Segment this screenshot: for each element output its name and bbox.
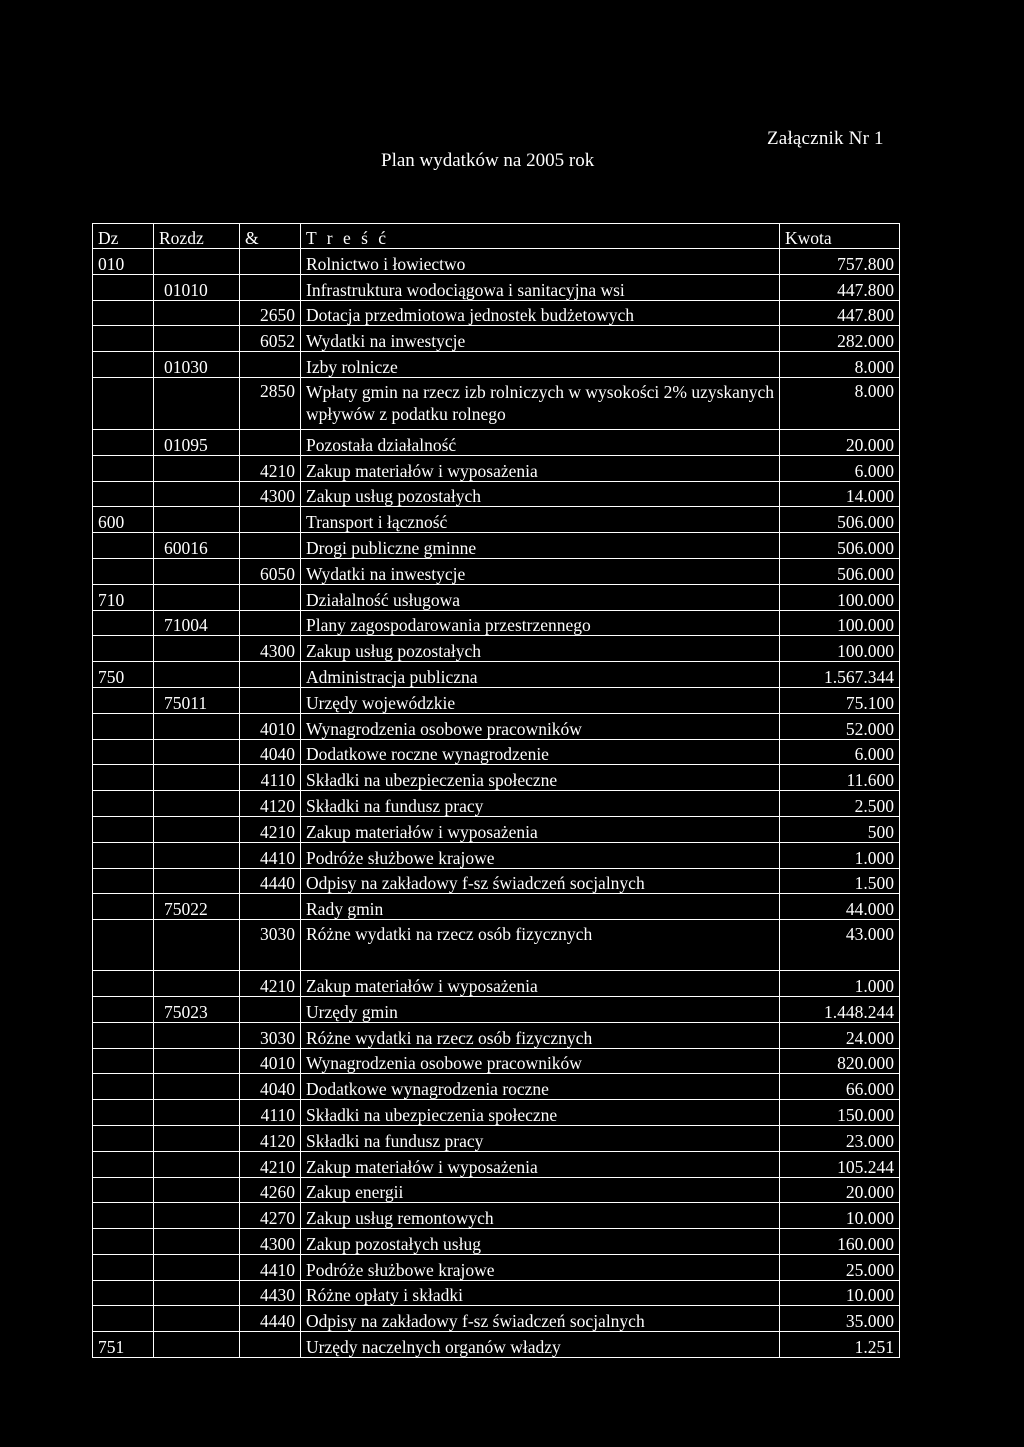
- cell-tresc: Wynagrodzenia osobowe pracowników: [301, 1048, 780, 1074]
- cell-kwota: 52.000: [780, 713, 900, 739]
- cell-tresc: Izby rolnicze: [301, 352, 780, 378]
- table-row: [93, 687, 900, 713]
- cell-paragraf: [240, 274, 301, 300]
- cell-dz: [93, 791, 154, 817]
- table-row: [93, 713, 900, 739]
- cell-paragraf: 4210: [240, 816, 301, 842]
- cell-rozdz: [154, 249, 240, 275]
- cell-paragraf: 4270: [240, 1203, 301, 1229]
- cell-kwota: 757.800: [780, 249, 900, 275]
- cell-paragraf: [240, 1332, 301, 1358]
- cell-dz: 600: [93, 507, 154, 533]
- cell-dz: 750: [93, 662, 154, 688]
- cell-dz: [93, 1280, 154, 1306]
- cell-tresc: Różne wydatki na rzecz osób fizycznych: [301, 1022, 780, 1048]
- cell-rozdz: [154, 455, 240, 481]
- cell-kwota: 100.000: [780, 584, 900, 610]
- cell-tresc: Dodatkowe wynagrodzenia roczne: [301, 1074, 780, 1100]
- cell-rozdz: 75011: [154, 687, 240, 713]
- cell-kwota: 100.000: [780, 636, 900, 662]
- table-row: [93, 326, 900, 352]
- cell-kwota: 1.000: [780, 971, 900, 997]
- cell-rozdz: [154, 1100, 240, 1126]
- cell-paragraf: 4300: [240, 481, 301, 507]
- cell-rozdz: [154, 1151, 240, 1177]
- cell-dz: [93, 687, 154, 713]
- header-dz: Dz: [93, 224, 154, 249]
- cell-kwota: 6.000: [780, 455, 900, 481]
- cell-dz: [93, 377, 154, 429]
- table-row: [93, 1306, 900, 1332]
- cell-paragraf: 3030: [240, 1022, 301, 1048]
- cell-dz: [93, 1048, 154, 1074]
- table-row: [93, 1125, 900, 1151]
- cell-paragraf: [240, 894, 301, 920]
- table-row: [93, 610, 900, 636]
- cell-paragraf: 4040: [240, 1074, 301, 1100]
- table-row: [93, 481, 900, 507]
- cell-tresc: Urzędy gmin: [301, 996, 780, 1022]
- cell-rozdz: 75023: [154, 996, 240, 1022]
- table-row: [93, 1074, 900, 1100]
- header-paragraf: &: [240, 224, 301, 249]
- cell-tresc: Zakup usług remontowych: [301, 1203, 780, 1229]
- cell-dz: [93, 739, 154, 765]
- table-row: [93, 636, 900, 662]
- table-row: [93, 455, 900, 481]
- cell-dz: [93, 610, 154, 636]
- cell-tresc: Zakup materiałów i wyposażenia: [301, 1151, 780, 1177]
- cell-rozdz: [154, 481, 240, 507]
- table-row: [93, 868, 900, 894]
- cell-dz: [93, 1022, 154, 1048]
- cell-kwota: 160.000: [780, 1229, 900, 1255]
- cell-kwota: 20.000: [780, 1177, 900, 1203]
- cell-tresc: Wpłaty gmin na rzecz izb rolniczych w wysokości 2% uzyskanych wpływów z podatku rolnego: [301, 377, 780, 429]
- cell-tresc: Zakup materiałów i wyposażenia: [301, 816, 780, 842]
- cell-tresc: Różne opłaty i składki: [301, 1280, 780, 1306]
- cell-kwota: 8.000: [780, 352, 900, 378]
- cell-kwota: 100.000: [780, 610, 900, 636]
- cell-paragraf: [240, 533, 301, 559]
- cell-dz: [93, 636, 154, 662]
- cell-paragraf: 4110: [240, 1100, 301, 1126]
- cell-dz: [93, 481, 154, 507]
- cell-rozdz: [154, 377, 240, 429]
- cell-kwota: 506.000: [780, 533, 900, 559]
- table-row: [93, 1177, 900, 1203]
- cell-dz: [93, 1177, 154, 1203]
- header-row: [93, 224, 900, 249]
- table-row: [93, 996, 900, 1022]
- cell-rozdz: 01030: [154, 352, 240, 378]
- cell-tresc: Pozostała działalność: [301, 429, 780, 455]
- table-row: [93, 971, 900, 997]
- cell-dz: [93, 300, 154, 326]
- cell-paragraf: 4040: [240, 739, 301, 765]
- cell-kwota: 8.000: [780, 377, 900, 429]
- cell-kwota: 2.500: [780, 791, 900, 817]
- cell-dz: [93, 1229, 154, 1255]
- cell-kwota: 447.800: [780, 274, 900, 300]
- table-row: [93, 1022, 900, 1048]
- table-row: [93, 920, 900, 971]
- cell-rozdz: [154, 816, 240, 842]
- table-row: [93, 300, 900, 326]
- table-row: [93, 1100, 900, 1126]
- table-row: [93, 1229, 900, 1255]
- cell-rozdz: 60016: [154, 533, 240, 559]
- table-row: [93, 739, 900, 765]
- header-rozdz: Rozdz: [154, 224, 240, 249]
- cell-tresc: Wydatki na inwestycje: [301, 558, 780, 584]
- cell-kwota: 1.251: [780, 1332, 900, 1358]
- cell-rozdz: [154, 1074, 240, 1100]
- cell-kwota: 506.000: [780, 507, 900, 533]
- table-row: [93, 1151, 900, 1177]
- cell-paragraf: [240, 429, 301, 455]
- cell-tresc: Odpisy na zakładowy f-sz świadczeń socjalnych: [301, 1306, 780, 1332]
- cell-kwota: 506.000: [780, 558, 900, 584]
- cell-rozdz: [154, 1022, 240, 1048]
- cell-dz: [93, 274, 154, 300]
- cell-rozdz: 01095: [154, 429, 240, 455]
- cell-tresc: Dodatkowe roczne wynagrodzenie: [301, 739, 780, 765]
- cell-dz: [93, 533, 154, 559]
- cell-kwota: 66.000: [780, 1074, 900, 1100]
- cell-dz: 010: [93, 249, 154, 275]
- cell-paragraf: [240, 507, 301, 533]
- cell-tresc: Rady gmin: [301, 894, 780, 920]
- cell-dz: [93, 558, 154, 584]
- cell-kwota: 25.000: [780, 1254, 900, 1280]
- table-row: [93, 352, 900, 378]
- cell-paragraf: 4260: [240, 1177, 301, 1203]
- cell-dz: [93, 816, 154, 842]
- cell-dz: [93, 1074, 154, 1100]
- cell-rozdz: [154, 1048, 240, 1074]
- cell-tresc: Administracja publiczna: [301, 662, 780, 688]
- cell-paragraf: 4110: [240, 765, 301, 791]
- cell-kwota: 14.000: [780, 481, 900, 507]
- cell-paragraf: [240, 996, 301, 1022]
- cell-rozdz: [154, 1332, 240, 1358]
- cell-paragraf: 6052: [240, 326, 301, 352]
- cell-kwota: 150.000: [780, 1100, 900, 1126]
- header-tresc: T r e ś ć: [301, 224, 780, 249]
- cell-rozdz: [154, 558, 240, 584]
- cell-paragraf: [240, 687, 301, 713]
- cell-dz: [93, 352, 154, 378]
- cell-tresc: Składki na fundusz pracy: [301, 1125, 780, 1151]
- cell-paragraf: 2650: [240, 300, 301, 326]
- cell-paragraf: 4430: [240, 1280, 301, 1306]
- cell-rozdz: [154, 1203, 240, 1229]
- cell-tresc: Zakup energii: [301, 1177, 780, 1203]
- cell-rozdz: [154, 1177, 240, 1203]
- table-row: [93, 377, 900, 429]
- cell-rozdz: [154, 713, 240, 739]
- cell-dz: [93, 894, 154, 920]
- cell-rozdz: [154, 662, 240, 688]
- cell-tresc: Składki na ubezpieczenia społeczne: [301, 765, 780, 791]
- cell-paragraf: 4300: [240, 1229, 301, 1255]
- cell-dz: [93, 455, 154, 481]
- cell-paragraf: 4210: [240, 971, 301, 997]
- cell-tresc: Infrastruktura wodociągowa i sanitacyjna wsi: [301, 274, 780, 300]
- cell-rozdz: 75022: [154, 894, 240, 920]
- cell-dz: [93, 1306, 154, 1332]
- cell-paragraf: 4410: [240, 1254, 301, 1280]
- cell-kwota: 23.000: [780, 1125, 900, 1151]
- cell-rozdz: [154, 971, 240, 997]
- header-kwota: Kwota: [780, 224, 900, 249]
- cell-rozdz: [154, 739, 240, 765]
- cell-dz: [93, 1125, 154, 1151]
- cell-paragraf: 4440: [240, 868, 301, 894]
- cell-kwota: 11.600: [780, 765, 900, 791]
- cell-tresc: Wynagrodzenia osobowe pracowników: [301, 713, 780, 739]
- cell-kwota: 44.000: [780, 894, 900, 920]
- cell-tresc: Zakup materiałów i wyposażenia: [301, 455, 780, 481]
- cell-rozdz: 01010: [154, 274, 240, 300]
- table-row: [93, 894, 900, 920]
- cell-kwota: 6.000: [780, 739, 900, 765]
- table-row: [93, 1254, 900, 1280]
- page-title: Plan wydatków na 2005 rok: [381, 150, 595, 171]
- cell-paragraf: 6050: [240, 558, 301, 584]
- table-row: [93, 662, 900, 688]
- cell-tresc: Plany zagospodarowania przestrzennego: [301, 610, 780, 636]
- table-row: [93, 584, 900, 610]
- cell-dz: [93, 326, 154, 352]
- cell-rozdz: [154, 1125, 240, 1151]
- cell-rozdz: [154, 300, 240, 326]
- cell-tresc: Transport i łączność: [301, 507, 780, 533]
- cell-tresc: Podróże służbowe krajowe: [301, 842, 780, 868]
- cell-tresc: Różne wydatki na rzecz osób fizycznych: [301, 920, 780, 971]
- cell-tresc: Składki na fundusz pracy: [301, 791, 780, 817]
- table-row: [93, 249, 900, 275]
- table-row: [93, 1280, 900, 1306]
- cell-tresc: Wydatki na inwestycje: [301, 326, 780, 352]
- cell-kwota: 10.000: [780, 1280, 900, 1306]
- cell-paragraf: [240, 610, 301, 636]
- cell-kwota: 1.567.344: [780, 662, 900, 688]
- table-row: [93, 791, 900, 817]
- attachment-label: Załącznik Nr 1: [767, 128, 884, 149]
- cell-tresc: Odpisy na zakładowy f-sz świadczeń socjalnych: [301, 868, 780, 894]
- cell-kwota: 35.000: [780, 1306, 900, 1332]
- table-row: [93, 558, 900, 584]
- cell-paragraf: [240, 249, 301, 275]
- table-row: [93, 533, 900, 559]
- cell-paragraf: [240, 352, 301, 378]
- cell-dz: [93, 996, 154, 1022]
- cell-tresc: Urzędy naczelnych organów władzy: [301, 1332, 780, 1358]
- table-row: [93, 816, 900, 842]
- cell-tresc: Działalność usługowa: [301, 584, 780, 610]
- cell-rozdz: [154, 1254, 240, 1280]
- table-row: [93, 1048, 900, 1074]
- cell-paragraf: 2850: [240, 377, 301, 429]
- cell-paragraf: 4120: [240, 791, 301, 817]
- cell-paragraf: 4210: [240, 1151, 301, 1177]
- cell-dz: [93, 971, 154, 997]
- cell-kwota: 500: [780, 816, 900, 842]
- cell-paragraf: [240, 662, 301, 688]
- cell-kwota: 10.000: [780, 1203, 900, 1229]
- table-body: [93, 249, 900, 1358]
- cell-dz: [93, 1254, 154, 1280]
- cell-tresc: Rolnictwo i łowiectwo: [301, 249, 780, 275]
- cell-tresc: Zakup usług pozostałych: [301, 481, 780, 507]
- table-row: [93, 765, 900, 791]
- cell-kwota: 20.000: [780, 429, 900, 455]
- cell-kwota: 105.244: [780, 1151, 900, 1177]
- cell-dz: [93, 1151, 154, 1177]
- cell-rozdz: [154, 1229, 240, 1255]
- cell-dz: 710: [93, 584, 154, 610]
- cell-kwota: 447.800: [780, 300, 900, 326]
- cell-paragraf: 4010: [240, 713, 301, 739]
- cell-tresc: Drogi publiczne gminne: [301, 533, 780, 559]
- cell-rozdz: 71004: [154, 610, 240, 636]
- cell-rozdz: [154, 584, 240, 610]
- cell-tresc: Zakup usług pozostałych: [301, 636, 780, 662]
- cell-rozdz: [154, 1306, 240, 1332]
- cell-dz: [93, 842, 154, 868]
- cell-dz: [93, 1100, 154, 1126]
- table-row: [93, 429, 900, 455]
- cell-rozdz: [154, 326, 240, 352]
- cell-paragraf: [240, 584, 301, 610]
- cell-tresc: Zakup pozostałych usług: [301, 1229, 780, 1255]
- cell-tresc: Składki na ubezpieczenia społeczne: [301, 1100, 780, 1126]
- cell-kwota: 75.100: [780, 687, 900, 713]
- cell-kwota: 1.000: [780, 842, 900, 868]
- cell-paragraf: 4210: [240, 455, 301, 481]
- cell-paragraf: 4300: [240, 636, 301, 662]
- cell-tresc: Urzędy wojewódzkie: [301, 687, 780, 713]
- cell-paragraf: 4410: [240, 842, 301, 868]
- cell-paragraf: 4010: [240, 1048, 301, 1074]
- cell-dz: [93, 713, 154, 739]
- cell-rozdz: [154, 1280, 240, 1306]
- cell-dz: 751: [93, 1332, 154, 1358]
- cell-kwota: 282.000: [780, 326, 900, 352]
- cell-rozdz: [154, 507, 240, 533]
- cell-kwota: 820.000: [780, 1048, 900, 1074]
- expenditure-table: [92, 223, 900, 1358]
- table-row: [93, 1332, 900, 1358]
- cell-dz: [93, 1203, 154, 1229]
- table-header: [93, 224, 900, 249]
- cell-paragraf: 3030: [240, 920, 301, 971]
- cell-paragraf: 4120: [240, 1125, 301, 1151]
- cell-kwota: 24.000: [780, 1022, 900, 1048]
- cell-dz: [93, 765, 154, 791]
- cell-tresc: Zakup materiałów i wyposażenia: [301, 971, 780, 997]
- cell-rozdz: [154, 842, 240, 868]
- cell-rozdz: [154, 636, 240, 662]
- cell-tresc: Podróże służbowe krajowe: [301, 1254, 780, 1280]
- table-row: [93, 274, 900, 300]
- cell-rozdz: [154, 868, 240, 894]
- cell-tresc: Dotacja przedmiotowa jednostek budżetowych: [301, 300, 780, 326]
- cell-paragraf: 4440: [240, 1306, 301, 1332]
- cell-kwota: 1.500: [780, 868, 900, 894]
- cell-rozdz: [154, 920, 240, 971]
- table-row: [93, 507, 900, 533]
- table-row: [93, 842, 900, 868]
- cell-kwota: 1.448.244: [780, 996, 900, 1022]
- cell-rozdz: [154, 765, 240, 791]
- table-row: [93, 1203, 900, 1229]
- cell-dz: [93, 868, 154, 894]
- cell-dz: [93, 429, 154, 455]
- cell-rozdz: [154, 791, 240, 817]
- cell-dz: [93, 920, 154, 971]
- cell-kwota: 43.000: [780, 920, 900, 971]
